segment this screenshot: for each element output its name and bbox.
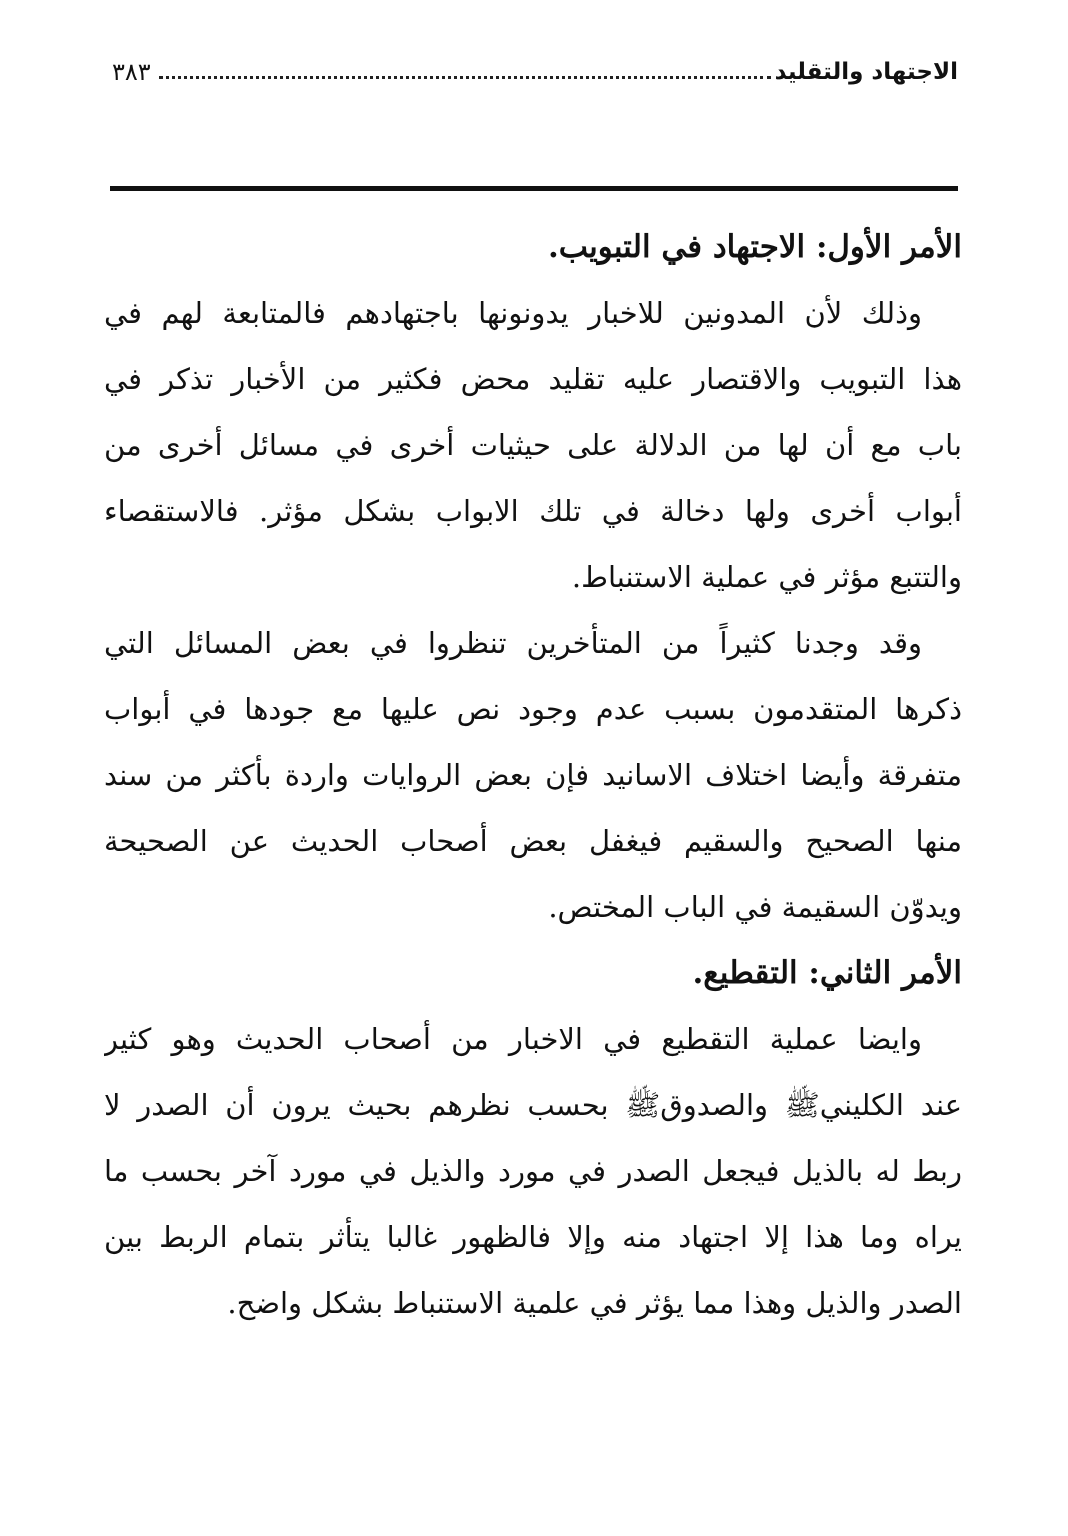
paragraph: [104, 1006, 962, 1336]
text-line: يراه وما هذا إلا اجتهاد منه وإلا فالظهور غالبا يتأثر بتمام الربط بين: [104, 1220, 962, 1254]
leader-dots: [159, 76, 771, 79]
text-line: وايضا عملية التقطيع في الاخبار من أصحاب الحديث وهو كثير: [104, 1022, 922, 1056]
section-heading-first: الأمر الأول: الاجتهاد في التبويب.: [547, 229, 962, 265]
text-line: متفرقة وأيضا اختلاف الاسانيد فإن بعض الروايات واردة بأكثر من سند: [104, 758, 962, 792]
text-line: منها الصحيح والسقيم فيغفل بعض أصحاب الحديث عن الصحيحة: [104, 824, 962, 858]
section-heading-second: الأمر الثاني: التقطيع.: [692, 955, 962, 991]
text-line: باب مع أن لها من الدلالة على حيثيات أخرى في مسائل أخرى من: [104, 428, 962, 462]
text-line: ربط له بالذيل فيجعل الصدر في مورد والذيل في مورد آخر بحسب ما: [104, 1154, 962, 1188]
paragraph: [104, 280, 962, 610]
running-title: الاجتهاد والتقليد: [774, 59, 958, 85]
text-line: ذكرها المتقدمون بسبب عدم وجود نص عليها مع جودها في أبواب: [104, 692, 962, 726]
text-line: وذلك لأن المدونين للاخبار يدونونها باجتهادهم فالمتابعة لهم في: [104, 296, 922, 330]
text-line: الصدر والذيل وهذا مما يؤثر في علمية الاستنباط بشكل واضح.: [227, 1286, 962, 1320]
text-line: وقد وجدنا كثيراً من المتأخرين تنظروا في بعض المسائل التي: [104, 626, 922, 660]
page-number: ٣٨٣: [112, 58, 151, 86]
text-line: والتتبع مؤثر في عملية الاستنباط.: [571, 560, 962, 594]
text-line: عند الكلينيﷺ والصدوقﷺ بحسب نظرهم بحيث يرون أن الصدر لا: [104, 1088, 962, 1122]
running-head: [112, 52, 958, 92]
text-line: هذا التبويب والاقتصار عليه تقليد محض فكثير من الأخبار تذكر في: [104, 362, 962, 396]
text-line: ويدوّن السقيمة في الباب المختص.: [548, 890, 962, 924]
paragraph: [104, 610, 962, 940]
header-rule: [110, 186, 958, 191]
text-line: أبواب أخرى ولها دخالة في تلك الابواب بشكل مؤثر. فالاستقصاء: [104, 494, 962, 528]
body-text: [104, 214, 962, 1336]
